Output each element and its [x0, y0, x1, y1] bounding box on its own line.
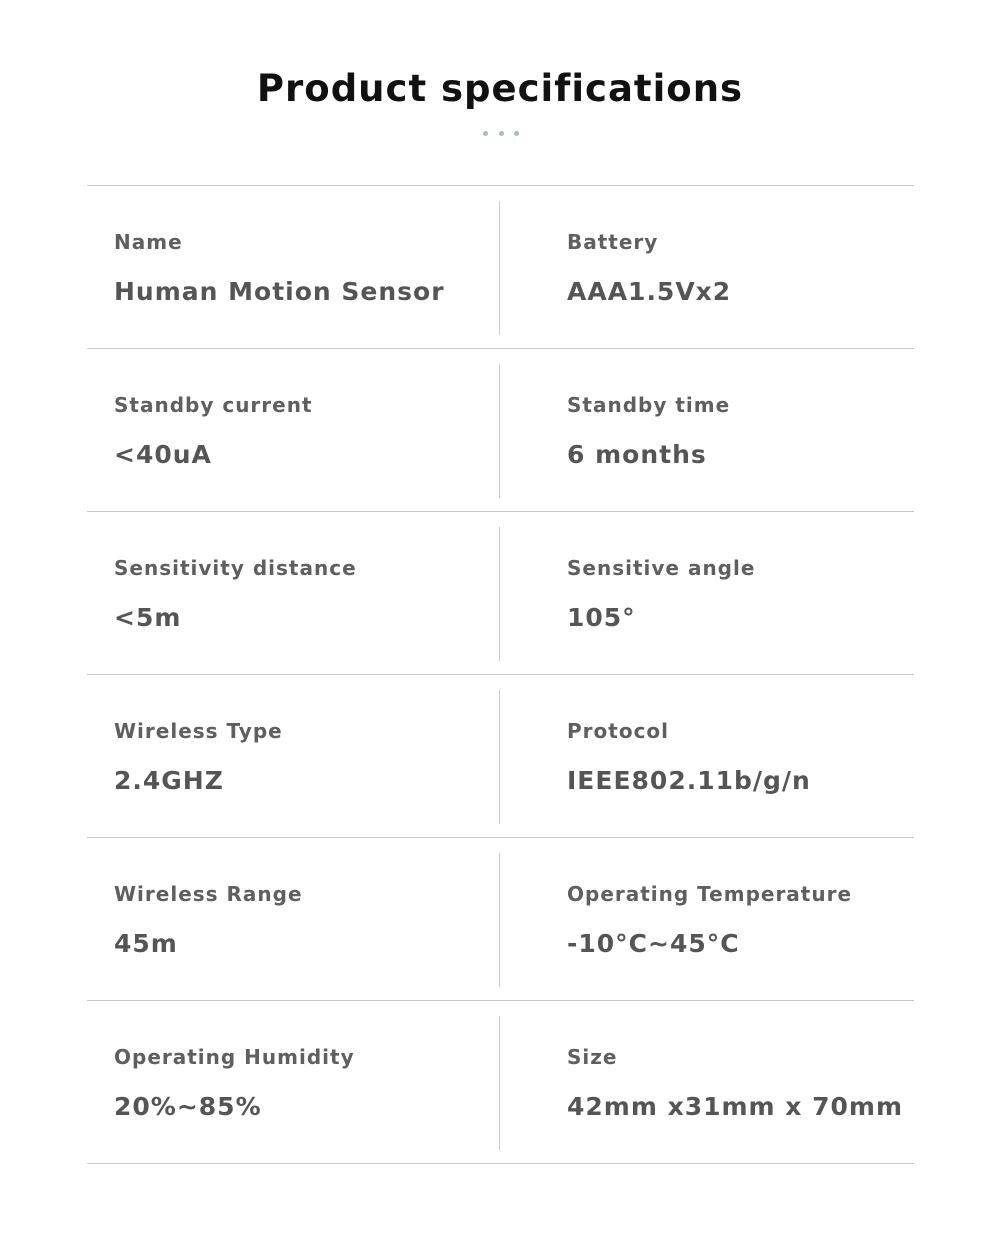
spec-row: [87, 349, 914, 512]
column-divider: [499, 690, 500, 824]
spec-table: [87, 185, 914, 1164]
decorative-dots: [483, 129, 519, 137]
spec-cell: [567, 349, 907, 511]
column-divider: [499, 364, 500, 498]
spec-cell: [114, 512, 494, 674]
spec-label: Battery: [567, 230, 659, 254]
spec-row: [87, 186, 914, 349]
spec-label: Sensitive angle: [567, 556, 756, 580]
page-title: Product specifications: [256, 67, 744, 110]
spec-row: [87, 1001, 914, 1164]
spec-cell: [567, 1001, 907, 1163]
spec-value: <5m: [114, 603, 182, 632]
spec-value: -10°C~45°C: [567, 929, 740, 958]
spec-value: AAA1.5Vx2: [567, 277, 732, 306]
spec-cell: [114, 186, 494, 348]
spec-value: 2.4GHZ: [114, 766, 224, 795]
spec-cell: [114, 675, 494, 837]
column-divider: [499, 853, 500, 987]
spec-label: Protocol: [567, 719, 670, 743]
spec-value: 20%~85%: [114, 1092, 262, 1121]
spec-cell: [567, 838, 907, 1000]
spec-label: Standby time: [567, 393, 731, 417]
spec-cell: [114, 1001, 494, 1163]
spec-row: [87, 512, 914, 675]
spec-label: Standby current: [114, 393, 313, 417]
column-divider: [499, 201, 500, 335]
dot-icon: [499, 131, 504, 136]
column-divider: [499, 527, 500, 661]
spec-label: Size: [567, 1045, 618, 1069]
spec-label: Operating Temperature: [567, 882, 853, 906]
spec-row: [87, 838, 914, 1001]
spec-value: 105°: [567, 603, 636, 632]
spec-row: [87, 675, 914, 838]
spec-value: 6 months: [567, 440, 707, 469]
column-divider: [499, 1016, 500, 1150]
spec-cell: [114, 838, 494, 1000]
spec-label: Wireless Range: [114, 882, 303, 906]
spec-cell: [567, 512, 907, 674]
spec-value: Human Motion Sensor: [114, 277, 445, 306]
spec-label: Sensitivity distance: [114, 556, 357, 580]
spec-cell: [567, 675, 907, 837]
dot-icon: [483, 131, 488, 136]
spec-label: Wireless Type: [114, 719, 283, 743]
dot-icon: [514, 131, 519, 136]
spec-value: IEEE802.11b/g/n: [567, 766, 811, 795]
spec-cell: [567, 186, 907, 348]
spec-value: <40uA: [114, 440, 212, 469]
spec-cell: [114, 349, 494, 511]
spec-value: 45m: [114, 929, 178, 958]
spec-value: 42mm x31mm x 70mm: [567, 1092, 904, 1121]
spec-label: Name: [114, 230, 183, 254]
spec-label: Operating Humidity: [114, 1045, 355, 1069]
